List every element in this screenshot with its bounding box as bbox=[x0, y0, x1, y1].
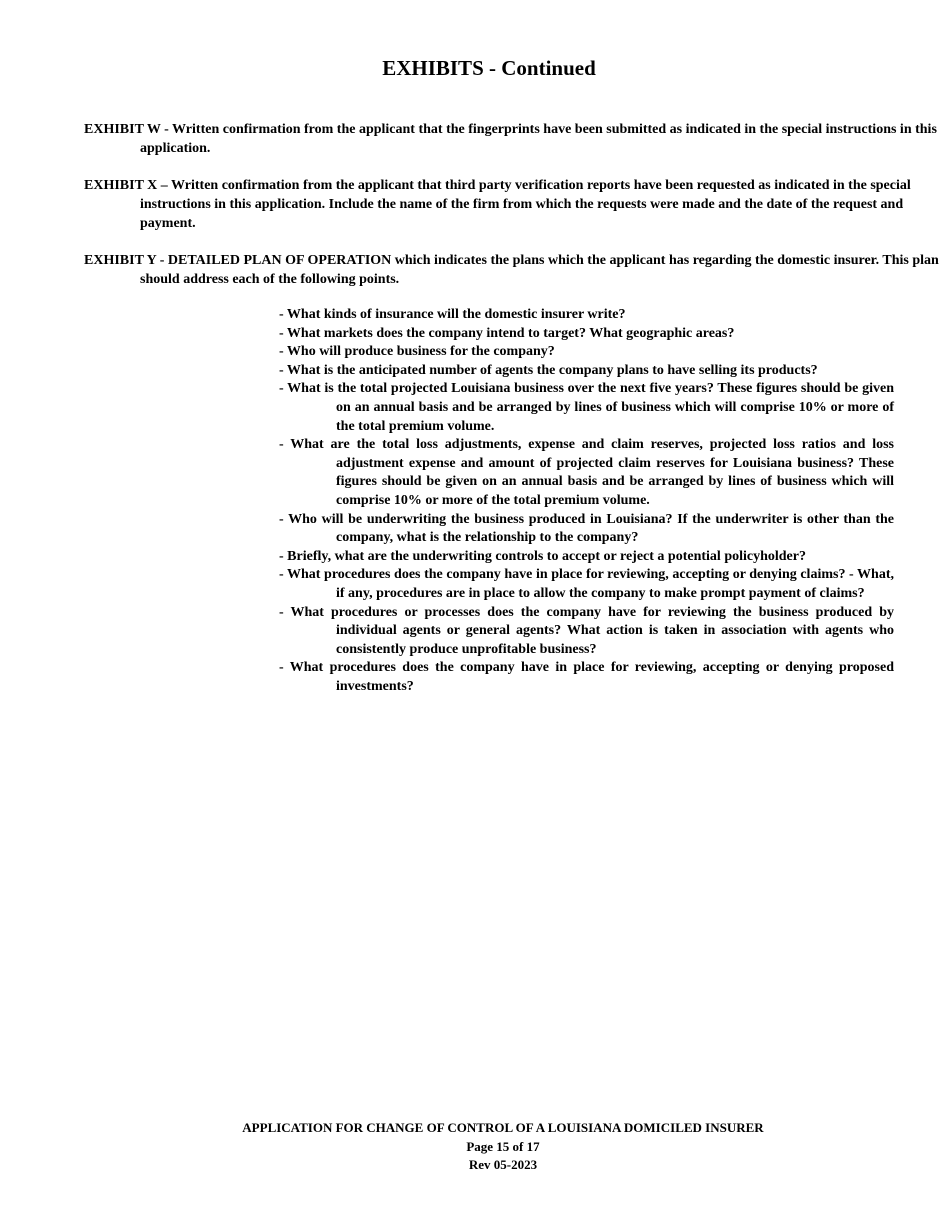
list-item: - Briefly, what are the underwriting controls to accept or reject a potential policyholder? bbox=[279, 548, 806, 564]
list-item: - What procedures does the company have in place for reviewing, accepting or denying proposed investments? bbox=[279, 660, 894, 694]
list-item: - What is the total projected Louisiana business over the next five years? These figures should be given on an annual basis and be arranged by lines of business which will comprise 10% or more of the total premium volume. bbox=[279, 381, 894, 434]
footer-revision: Rev 05-2023 bbox=[468, 1157, 538, 1172]
list-item: - What markets does the company intend to target? What geographic areas? bbox=[279, 325, 735, 341]
plan-questions-list bbox=[279, 306, 894, 696]
footer-page-number: Page 15 of 17 bbox=[466, 1138, 540, 1154]
list-item: - What kinds of insurance will the domestic insurer write? bbox=[279, 307, 626, 322]
list-item: - Who will be underwriting the business produced in Louisiana? If the underwriter is other than the company, what is the relationship to the company? bbox=[279, 511, 894, 546]
page-title: EXHIBITS - Continued bbox=[382, 56, 596, 80]
footer-document-title: APPLICATION FOR CHANGE OF CONTROL OF A LOUISIANA DOMICILED INSURER bbox=[242, 1120, 764, 1135]
list-item: - What procedures does the company have in place for reviewing, accepting or denying claims? - What, if any, procedures are in place to allow the company to make prompt payment of claims? bbox=[279, 567, 894, 601]
list-item: - What procedures or processes does the company have for reviewing the business produced by individual agents or general agents? What action is taken in association with agents who consistently produce unprofitable business? bbox=[279, 604, 894, 657]
list-item: - Who will produce business for the company? bbox=[279, 344, 555, 360]
list-item: - What is the anticipated number of agents the company plans to have selling its products? bbox=[279, 362, 818, 378]
exhibit-w: EXHIBIT W - Written confirmation from the applicant that the fingerprints have been submitted as indicated in the special instructions in this application. bbox=[84, 122, 937, 156]
exhibit-x: EXHIBIT X – Written confirmation from the applicant that third party verification reports have been requested as indicated in the special instructions in this application. Include the name of the firm from which the requests were made and the date of the request and payment. bbox=[84, 178, 911, 231]
page-footer bbox=[0, 1119, 950, 1175]
list-item: - What are the total loss adjustments, expense and claim reserves, projected loss ratios and loss adjustment expense and amount of projected claim reserves for Louisiana business? These figures should be given on an annual basis and be arranged by lines of business which will comprise 10% or more of the total premium volume. bbox=[279, 437, 894, 508]
exhibit-y: EXHIBIT Y - DETAILED PLAN OF OPERATION which indicates the plans which the applicant has regarding the domestic insurer. This plan should address each of the following points. bbox=[84, 253, 939, 287]
